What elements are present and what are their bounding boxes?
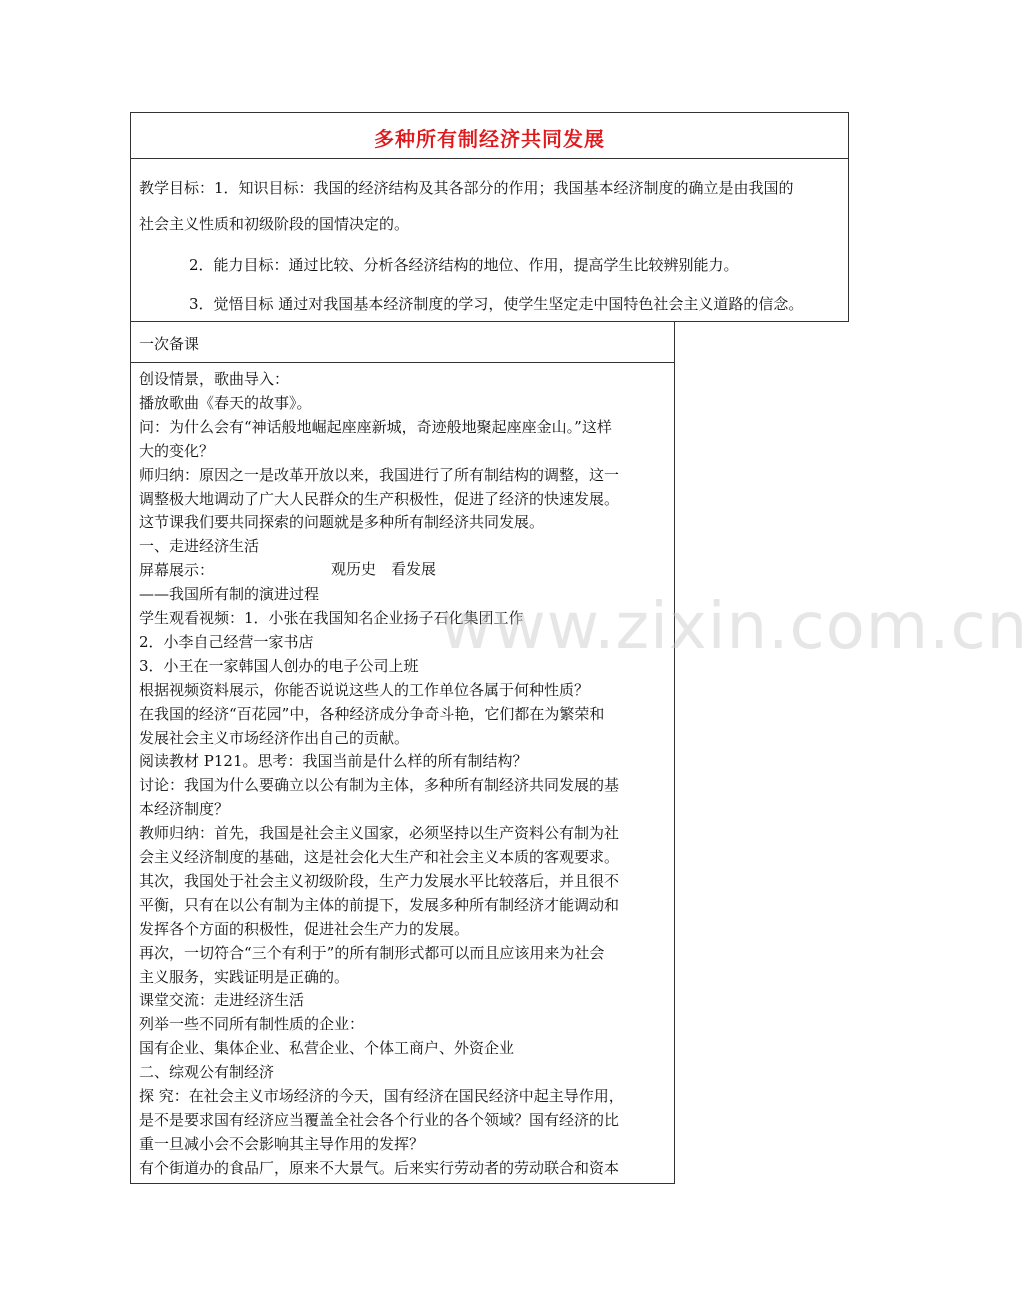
content-line: 在我国的经济“百花园”中，各种经济成分争奇斗艳，它们都在为繁荣和	[139, 704, 605, 723]
screen-display-title: 观历史 看发展	[331, 560, 437, 578]
content-line: 重一旦减小会不会影响其主导作用的发挥？	[139, 1134, 425, 1153]
content-line: 讨论：我国为什么要确立以公有制为主体，多种所有制经济共同发展的基	[139, 776, 620, 795]
content-line: 是不是要求国有经济应当覆盖全社会各个行业的各个领域？国有经济的比	[139, 1110, 620, 1129]
first-prep-cell	[130, 321, 675, 363]
content-line: 屏幕展示：	[139, 561, 215, 580]
content-line: 师归纳：原因之一是改革开放以来，我国进行了所有制结构的调整，这一	[139, 465, 620, 484]
watermark: www.zixin.com.cn	[440, 590, 1028, 664]
first-prep-label: 一次备课	[139, 335, 200, 353]
content-line: 问：为什么会有“神话般地崛起座座新城，奇迹般地聚起座座金山。”这样	[139, 417, 612, 436]
goal-line-4: 3．觉悟目标 通过对我国基本经济制度的学习，使学生坚定走中国特色社会主义道路的信念。	[189, 295, 804, 313]
content-line: 3．小王在一家韩国人创办的电子公司上班	[139, 656, 419, 675]
content-line: 学生观看视频：1．小张在我国知名企业扬子石化集团工作	[139, 609, 524, 627]
content-line: 国有企业、集体企业、私营企业、个体工商户、外资企业	[139, 1039, 515, 1058]
content-line: 发展社会主义市场经济作出自己的贡献。	[139, 728, 410, 747]
document-title: 多种所有制经济共同发展	[374, 127, 605, 151]
content-line: 调整极大地调动了广大人民群众的生产积极性，促进了经济的快速发展。	[139, 489, 620, 508]
goal-line-3: 2．能力目标：通过比较、分析各经济结构的地位、作用，提高学生比较辨别能力。	[189, 256, 739, 274]
content-line: 列举一些不同所有制性质的企业：	[139, 1015, 365, 1034]
content-line: 2．小李自己经营一家书店	[139, 632, 314, 651]
content-line: 本经济制度？	[139, 800, 230, 819]
teaching-goals-cell	[130, 158, 849, 322]
content-line: 大的变化？	[139, 441, 215, 460]
content-line: 再次，一切符合“三个有利于”的所有制形式都可以而且应该用来为社会	[139, 943, 605, 962]
content-line: 探 究：在社会主义市场经济的今天，国有经济在国民经济中起主导作用，	[139, 1087, 624, 1105]
goal-line-1: 教学目标：1．知识目标：我国的经济结构及其各部分的作用；我国基本经济制度的确立是由我国的	[139, 179, 794, 197]
content-line: 根据视频资料展示，你能否说说这些人的工作单位各属于何种性质？	[139, 680, 590, 699]
content-line: 课堂交流：走进经济生活	[139, 991, 305, 1010]
content-line: 会主义经济制度的基础，这是社会化大生产和社会主义本质的客观要求。	[139, 848, 620, 866]
content-line: 发挥各个方面的积极性，促进社会生产力的发展。	[139, 919, 470, 938]
content-line: 主义服务，实践证明是正确的。	[139, 967, 350, 986]
content-line: 有个街道办的食品厂，原来不大景气。后来实行劳动者的劳动联合和资本	[139, 1158, 620, 1177]
content-line: 一、走进经济生活	[139, 537, 260, 556]
title-cell	[130, 112, 849, 159]
content-line: 阅读教材 P121。思考：我国当前是什么样的所有制结构？	[139, 752, 528, 771]
content-line: 创设情景，歌曲导入：	[139, 370, 290, 388]
content-line: 其次，我国处于社会主义初级阶段，生产力发展水平比较落后，并且很不	[139, 871, 620, 890]
content-line: 平衡，只有在以公有制为主体的前提下，发展多种所有制经济才能调动和	[139, 895, 620, 914]
goal-line-2: 社会主义性质和初级阶段的国情决定的。	[139, 215, 410, 233]
content-line: 教师归纳：首先，我国是社会主义国家，必须坚持以生产资料公有制为社	[139, 824, 620, 843]
content-line: 二、综观公有制经济	[139, 1063, 275, 1082]
content-line: 播放歌曲《春天的故事》。	[139, 393, 312, 412]
content-line: 这节课我们要共同探索的问题就是多种所有制经济共同发展。	[139, 513, 545, 532]
lesson-content-cell	[130, 362, 675, 1184]
content-line: ——我国所有制的演进过程	[139, 585, 320, 604]
